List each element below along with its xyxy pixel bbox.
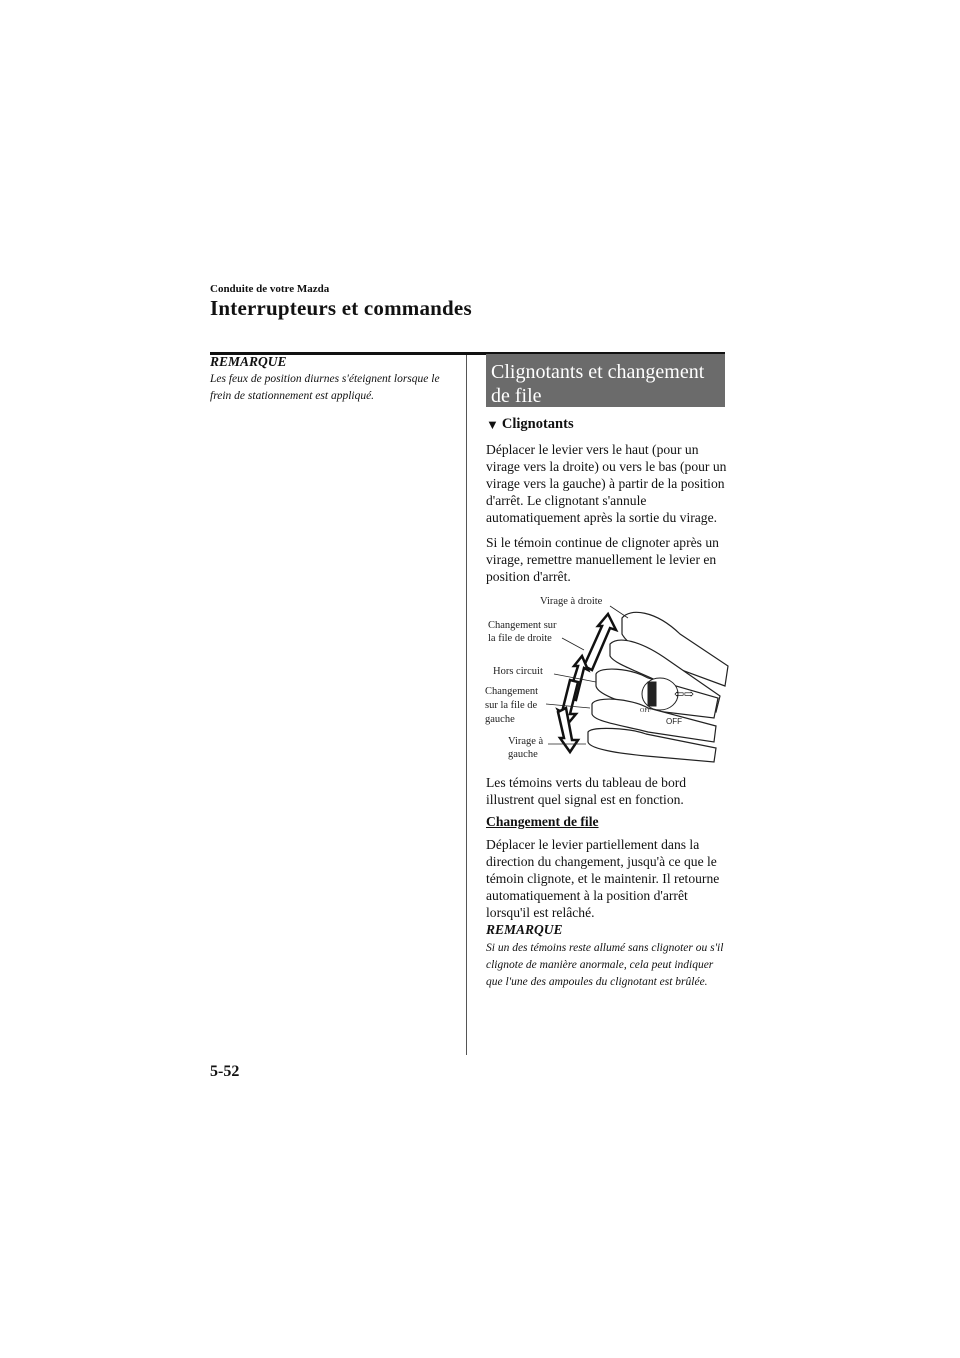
switch-knob	[642, 678, 678, 710]
section-banner: Clignotants et changement de file	[486, 354, 725, 407]
paragraph-4: Déplacer le levier partiellement dans la direction du changement, jusqu'à ce que le témoin clignote, et le maintenir. Il retourne automatiquement à la position d'arrêt lorsqu'il est relâché.	[486, 837, 720, 920]
switch-label-small: OFF	[640, 708, 652, 714]
paragraph-1: Déplacer le levier vers le haut (pour un virage vers la droite) ou vers le bas (pour un virage vers la gauche) à partir de la position d'arrêt. Le clignotant s'annule automatiquement après la sortie du virage.	[486, 442, 727, 525]
arrow-right-turn	[584, 614, 616, 670]
subheading-clignotants	[486, 416, 574, 433]
right-note-text: Si un des témoins reste allumé sans clignoter ou s'il clignote de manière anormale, cela peut indiquer que l'une des ampoules du clignotant est brûlée.	[486, 942, 724, 988]
turn-signal-lever-figure	[480, 586, 730, 766]
label-off: Hors circuit	[493, 666, 543, 677]
triangle-bullet-icon: ▼	[486, 416, 499, 432]
left-note-label: REMARQUE	[210, 354, 287, 369]
label-lane-right-2: la file de droite	[488, 633, 552, 644]
switch-ring	[648, 682, 656, 706]
label-left-turn-1: Virage à	[508, 736, 544, 747]
subheading-text: Clignotants	[501, 416, 574, 432]
paragraph-2: Si le témoin continue de clignoter après un virage, remettre manuellement le levier en position d'arrêt.	[486, 535, 719, 584]
label-lane-left-2: sur la file de	[485, 700, 538, 711]
label-lane-left-1: Changement	[485, 686, 539, 697]
right-note-label: REMARQUE	[486, 922, 563, 937]
paragraph-3: Les témoins verts du tableau de bord illustrent quel signal est en fonction.	[486, 775, 687, 807]
section-title: Interrupteurs et commandes	[210, 296, 472, 320]
switch-label-off: OFF	[666, 717, 682, 726]
label-left-turn-2: gauche	[508, 749, 538, 760]
column-divider	[466, 355, 467, 1055]
page-number: 5-52	[210, 1063, 240, 1080]
left-note-text: Les feux de position diurnes s'éteignent lorsque le frein de stationnement est appliqué.	[210, 373, 440, 402]
label-right-turn: Virage à droite	[540, 596, 603, 607]
lane-change-heading: Changement de file	[486, 814, 599, 829]
label-lane-right-1: Changement sur	[488, 620, 557, 631]
turn-arrows-icon: ⇦⇨	[674, 687, 695, 701]
chapter-title: Conduite de votre Mazda	[210, 283, 330, 295]
label-lane-left-3: gauche	[485, 714, 515, 725]
